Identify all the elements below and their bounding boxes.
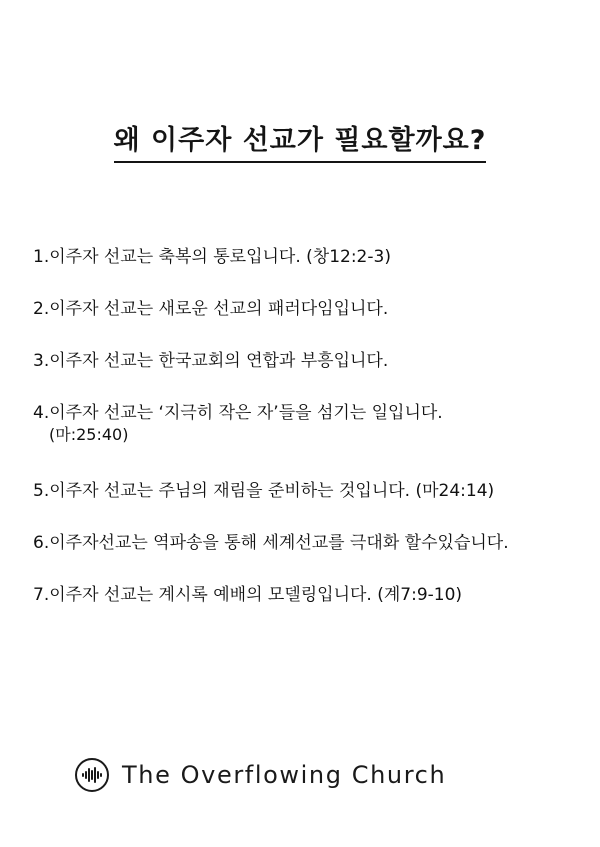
list-item <box>33 402 443 446</box>
list-item <box>33 532 509 554</box>
list-item <box>33 246 391 268</box>
list-item <box>33 298 388 320</box>
sound-wave-circle-icon <box>75 758 109 792</box>
list-item-text: 2.이주자 선교는 새로운 선교의 패러다임입니다. <box>33 299 389 319</box>
sound-wave-glyph <box>81 767 103 783</box>
list-item-text: 3.이주자 선교는 한국교회의 연합과 부흥입니다. <box>33 351 389 371</box>
organization-name: The Overflowing Church <box>122 761 447 789</box>
footer <box>75 756 446 794</box>
list-item <box>33 350 388 372</box>
page-title-text: 왜 이주자 선교가 필요할까요? <box>114 118 487 163</box>
list-item-text: 6.이주자선교는 역파송을 통해 세계선교를 극대화 할수있습니다. <box>33 533 509 553</box>
list-item <box>33 480 494 502</box>
list-item-reference: (마:25:40) <box>49 425 129 444</box>
page-title <box>0 118 600 163</box>
list-item-text: 7.이주자 선교는 계시록 예배의 모델링입니다. (계7:9-10) <box>33 585 463 605</box>
list-item <box>33 584 462 606</box>
list-item-text: 1.이주자 선교는 축복의 통로입니다. (창12:2-3) <box>33 247 391 267</box>
list-item-text: 5.이주자 선교는 주님의 재림을 준비하는 것입니다. (마24:14) <box>33 481 495 501</box>
list-item-text: 4.이주자 선교는 ‘지극히 작은 자’들을 섬기는 일입니다. <box>33 403 443 423</box>
